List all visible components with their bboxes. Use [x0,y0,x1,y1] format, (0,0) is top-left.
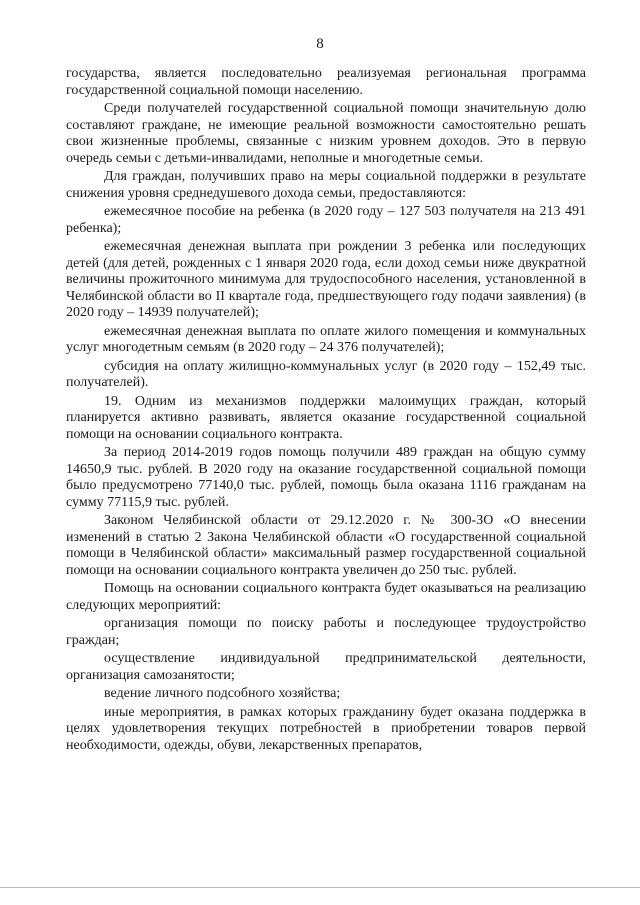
paragraph: субсидия на оплату жилищно-коммунальных услуг (в 2020 году – 152,49 тыс. получателей). [66,358,586,390]
paragraph: Помощь на основании социального контракта будет оказываться на реализацию следующих мероприятий: [66,581,586,613]
paragraph: За период 2014-2019 годов помощь получили 489 граждан на общую сумму 14650,9 тыс. рублей. В 2020 году на оказание государственной социальной помощи было предусмотрено 77140,0 тыс. рублей, помощь была оказана 1116 гражданам на сумму 77115,9 тыс. рублей. [66,445,586,510]
paragraph: ежемесячная денежная выплата по оплате жилого помещения и коммунальных услуг многодетным семьям (в 2020 году – 24 376 получателей); [66,323,586,355]
page-number: 8 [316,36,324,52]
paragraph: ведение личного подсобного хозяйства; [104,686,341,701]
paragraph: государства, является последовательно реализуемая региональная программа государственной социальной помощи населению. [66,66,586,98]
paragraph: 19. Одним из механизмов поддержки малоимущих граждан, который планируется активно развивать, является оказание государственной социальной помощи на основании социального контракта. [66,393,586,442]
paragraph: организация помощи по поиску работы и последующее трудоустройство граждан; [66,616,586,648]
paragraph: ежемесячная денежная выплата при рождении 3 ребенка или последующих детей (для детей, рожденных с 1 января 2020 года, если доход семьи ниже двукратной величины прожиточного минимума для трудоспособного населения, установленной в Челябинской области во II квартале года, предшествующего году подачи заявления) (в 2020 году – 14939 получателей); [66,239,586,320]
document-body [66,66,586,756]
paragraph: Законом Челябинской области от 29.12.2020 г. № 300-ЗО «О внесении изменений в статью 2 Закона Челябинской области «О государственной социальной помощи в Челябинской области» максимальный размер государственной социальной помощи на основании социального контракта увеличен до 250 тыс. рублей. [66,513,586,578]
paragraph: Среди получателей государственной социальной помощи значительную долю составляют граждане, не имеющие реальной возможности самостоятельно решать свои жизненные проблемы, связанные с низким уровнем доходов. Это в первую очередь семьи с детьми-инвалидами, неполные и многодетные семьи. [66,101,586,166]
paragraph: иные мероприятия, в рамках которых гражданину будет оказана поддержка в целях удовлетворения текущих потребностей в приобретении товаров первой необходимости, одежды, обуви, лекарственных препаратов, [66,704,586,753]
paragraph: ежемесячное пособие на ребенка (в 2020 году – 127 503 получателя на 213 491 ребенка); [66,204,586,236]
paragraph: осуществление индивидуальной предпринимательской деятельности, организация самозанятости; [66,651,586,683]
scan-edge-line [0,887,640,888]
paragraph: Для граждан, получивших право на меры социальной поддержки в результате снижения уровня среднедушевого дохода семьи, предоставляются: [66,169,586,201]
